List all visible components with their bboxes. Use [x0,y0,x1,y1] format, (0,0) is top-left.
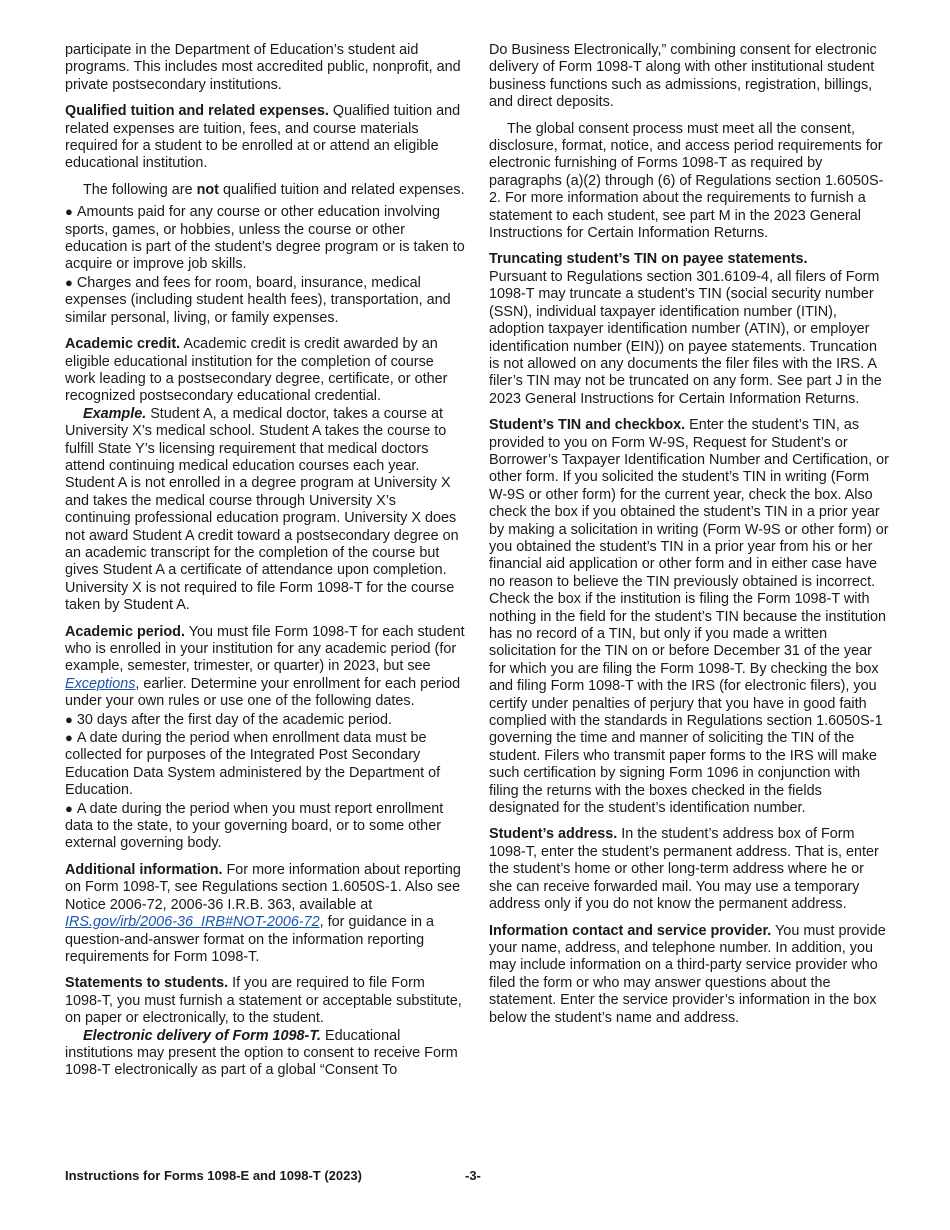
heading-electronic-delivery: Electronic delivery of Form 1098-T. [83,1027,322,1044]
text-not-post: qualified tuition and related expenses. [218,181,465,198]
text-info-contact: You must provide your name, address, and telephone number. In addition, you may include information on a third-party service provider who filed the form or who may answer questions about the statement. Enter the service provider’s information in the box below the student’s name and address. [489,922,886,1026]
heading-additional-info: Additional information. [65,861,223,878]
bullet-icon: ● [65,204,73,220]
irs-notice-link[interactable]: IRS.gov/irb/2006-36_IRB#NOT-2006-72 [65,914,320,931]
bullet-item [65,274,465,327]
right-column [489,42,889,1036]
heading-info-contact: Information contact and service provider. [489,922,772,939]
heading-academic-credit: Academic credit. [65,336,181,353]
heading-statements: Statements to students. [65,975,229,992]
paragraph-example [65,406,465,615]
heading-example: Example. [83,405,147,422]
paragraph-intro: participate in the Department of Education’s student aid programs. This includes most accredited public, nonprofit, and private postsecondary institutions. [65,42,461,93]
text-example: Student A, a medical doctor, takes a course at University X’s medical school. Student A takes the course to fulfill State Y’s licensing requirement that medical doctors attend continuing medical education courses each year. Student A is not enrolled in a degree program at University X and takes the medical course through University X’s continuing professional education program. University X does not award Student A credit toward a postsecondary degree on an academic transcript for the completion of the course but gives Student A a certificate of attendance upon completion. University X is not required to file Form 1098-T for the course taken by Student A. [65,405,459,614]
bullet-text: Charges and fees for room, board, insurance, medical expenses (including student health fees), transportation, and similar personal, living, or family expenses. [65,274,451,326]
text-academic-period-2: , earlier. Determine your enrollment for each period under your own rules or use one of the following dates. [65,675,461,710]
paragraph-statements [65,975,465,1027]
bullet-text: A date during the period when you must report enrollment data to the state, to your governing board, or to some other external governing body. [65,800,444,852]
paragraph-tin-checkbox [489,417,889,817]
text-statements: If you are required to file Form 1098-T, you must furnish a statement or acceptable substitute, on paper or electronically, to the student. [65,975,462,1027]
heading-student-address: Student’s address. [489,826,618,843]
paragraph-electronic-delivery [65,1028,465,1080]
bullet-item [65,203,465,274]
paragraph-qualified-tuition [65,103,465,173]
bullet-item [65,800,465,853]
paragraph-student-address [489,826,889,913]
text-not-emphasis: not [196,181,219,198]
text-tin-checkbox: Enter the student’s TIN, as provided to you on Form W-9S, Request for Student’s or Borrower’s Taxpayer Identification Number and Certification, or other form. If you solicited the student’s TIN in writing (Form W-9S or other form) for the current year, check the box. Also check the box if you obtained the student’s TIN in a prior year by making a solicitation in writing (Form W-9S or other form) or you obtained the student’s TIN in a prior year from his or her financial aid application or other form and in either case have no reason to believe the TIN previously obtained is incorrect. Check the box if the institution is filing the Form 1098-T with nothing in the field for the student’s TIN because the institution has no record of a TIN, but only if you made a written solicitation for the TIN on or before December 31 of the year for which you are filing the Form 1098-T. By checking the box and filing Form 1098-T with the IRS (for electronic filers), you certify under penalties of perjury that you have in good faith complied with the standards in Regulations section 1.6050S-1 governing the time and manner of soliciting the TIN of the student. Filers who transmit paper forms to the IRS will make such certification by signing Form 1096 in conjunction with filing the returns with the boxes checked in the fields designated for the student’s identification number. [489,417,889,817]
paragraph-global-consent: The global consent process must meet all the consent, disclosure, format, notice, and access period requirements for electronic furnishing of Forms 1098-T as required by paragraphs (a)(2) through (6) of Regulations section 1.6050S-2. For more information about the requirements to furnish a statement to each student, see part M in the 2023 General Instructions for Certain Information Returns. [489,120,884,242]
left-column [65,42,465,1080]
text-academic-credit: Academic credit is credit awarded by an eligible educational institution for the completion of course work leading to a postsecondary degree, certificate, or other recognized postsecondary educational credential. [65,336,448,405]
text-additional-info-2: , for guidance in a question-and-answer format on the information reporting requirements for Form 1098-T. [65,914,435,965]
text-qualified-tuition: Qualified tuition and related expenses are tuition, fees, and course materials required for a student to be enrolled at or attend an eligible educational institution. [65,103,461,172]
bullet-item [65,729,465,800]
paragraph-additional-info [65,862,465,966]
page-footer [65,1168,885,1183]
heading-tin-checkbox: Student’s TIN and checkbox. [489,417,686,434]
footer-title: Instructions for Forms 1098-E and 1098-T (2023) [65,1168,362,1183]
paragraph-academic-credit [65,336,465,406]
page-number: -3- [465,1168,481,1183]
bullet-icon: ● [65,274,73,290]
heading-academic-period: Academic period. [65,623,185,640]
bullet-icon: ● [65,800,73,816]
bullet-text: 30 days after the first day of the academic period. [76,711,393,728]
bullet-icon: ● [65,730,73,746]
exceptions-link[interactable]: Exceptions [65,675,136,692]
heading-qualified-tuition: Qualified tuition and related expenses. [65,103,329,120]
text-student-address: In the student’s address box of Form 1098-T, enter the student’s permanent address. That is, enter the student’s home or other long-term address where he or she can receive forwarded mail. You may use a temporary address only if you do not know the permanent address. [489,826,879,913]
paragraph-academic-period [65,624,465,711]
bullet-text: A date during the period when enrollment data must be collected for purposes of the Integrated Post Secondary Education Data System administered by the Department of Education. [65,730,441,799]
text-academic-period-1: You must file Form 1098-T for each student who is enrolled in your institution for any academic period (for example, semester, trimester, or quarter) in 2023, but see [65,623,465,675]
text-additional-info-1: For more information about reporting on Form 1098-T, see Regulations section 1.6050S-1. Also see Notice 2006-72, 2006-36 I.R.B. 363, available at [65,861,461,913]
bullet-icon: ● [65,711,73,727]
text-not-pre: The following are [83,181,197,198]
heading-truncating: Truncating student’s TIN on payee statements. [489,251,808,268]
bullet-item [65,711,465,729]
paragraph-consent-cont: Do Business Electronically,” combining consent for electronic delivery of Form 1098-T along with other institutional student business functions such as admissions, registration, billings, and direct deposits. [489,42,877,111]
paragraph-truncating [489,251,889,408]
text-electronic-delivery: Educational institutions may present the option to consent to receive Form 1098-T electronically as part of a global “Consent To [65,1027,458,1079]
paragraph-info-contact [489,923,889,1027]
bullet-text: Amounts paid for any course or other education involving sports, games, or hobbies, unless the course or other education is part of the student’s degree program or is taken to acquire or improve job skills. [65,204,465,273]
paragraph-not-qualified [65,182,465,199]
text-truncating: Pursuant to Regulations section 301.6109-4, all filers of Form 1098-T may truncate a student’s TIN (social security number (SSN), individual taxpayer identification number (ITIN), adoption taxpayer identification number (ATIN), or employer identification number (EIN)) on payee statements. Truncation is not allowed on any documents the filer files with the IRS. A filer’s TIN may not be truncated on any form. See part J in the 2023 General Instructions for Certain Information Returns. [489,268,882,407]
